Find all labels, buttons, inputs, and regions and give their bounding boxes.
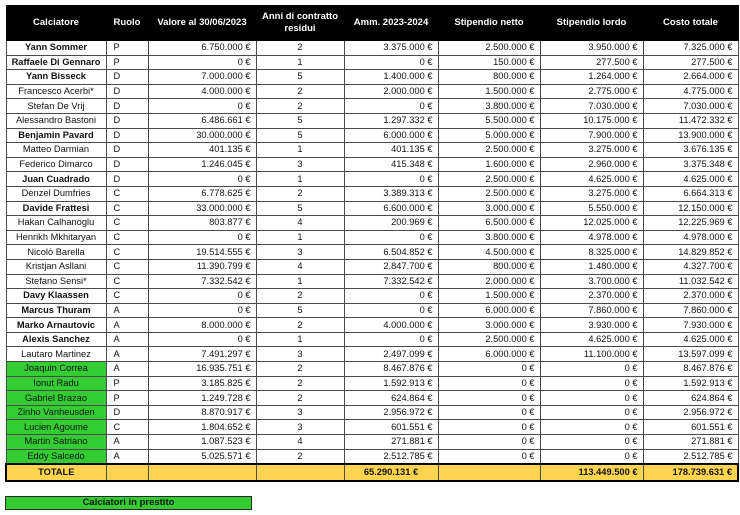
player-costo-totale: 4.978.000 €: [643, 230, 738, 245]
player-costo-totale: 624.864 €: [643, 391, 738, 406]
player-role: D: [106, 143, 148, 158]
player-name: Denzel Dumfries: [6, 186, 106, 201]
player-stipendio-netto: 0 €: [438, 405, 540, 420]
player-stipendio-netto: 0 €: [438, 449, 540, 464]
player-role: C: [106, 274, 148, 289]
totals-empty-cell: [438, 464, 540, 481]
player-stipendio-lordo: 0 €: [540, 449, 643, 464]
player-amm: 1.297.332 €: [344, 113, 438, 128]
player-costo-totale: 7.860.000 €: [643, 303, 738, 318]
player-role: A: [106, 362, 148, 377]
table-row: [6, 449, 738, 464]
totals-label: TOTALE: [6, 464, 106, 481]
player-amm: 1.400.000 €: [344, 70, 438, 85]
table-row: [6, 201, 738, 216]
player-stipendio-lordo: 8.325.000 €: [540, 245, 643, 260]
player-costo-totale: 2.956.972 €: [643, 405, 738, 420]
player-years: 1: [256, 172, 344, 187]
table-row: [6, 303, 738, 318]
player-stipendio-netto: 2.000.000 €: [438, 274, 540, 289]
player-name: Nicolò Barella: [6, 245, 106, 260]
players-table: [5, 5, 739, 482]
player-stipendio-netto: 5.000.000 €: [438, 128, 540, 143]
player-years: 1: [256, 143, 344, 158]
player-stipendio-lordo: 0 €: [540, 420, 643, 435]
player-amm: 4.000.000 €: [344, 318, 438, 333]
player-costo-totale: 14.829.852 €: [643, 245, 738, 260]
player-stipendio-netto: 0 €: [438, 362, 540, 377]
player-value: 1.087.523 €: [148, 435, 256, 450]
player-amm: 0 €: [344, 332, 438, 347]
player-stipendio-lordo: 4.625.000 €: [540, 172, 643, 187]
player-value: 6.486.661 €: [148, 113, 256, 128]
player-name: Henrikh Mkhitaryan: [6, 230, 106, 245]
player-name: Yann Bisseck: [6, 70, 106, 85]
table-row: [6, 70, 738, 85]
player-name: Joaquin Correa: [6, 362, 106, 377]
header-stipendio-lordo: Stipendio lordo: [540, 6, 643, 41]
player-role: C: [106, 216, 148, 231]
player-costo-totale: 7.030.000 €: [643, 99, 738, 114]
player-name: Marcus Thuram: [6, 303, 106, 318]
table-row: [6, 128, 738, 143]
loan-legend: [5, 496, 252, 510]
table-row: [6, 186, 738, 201]
player-name: Yann Sommer: [6, 41, 106, 56]
player-name: Ionut Radu: [6, 376, 106, 391]
player-stipendio-netto: 6.000.000 €: [438, 303, 540, 318]
player-costo-totale: 277.500 €: [643, 55, 738, 70]
player-stipendio-netto: 3.000.000 €: [438, 201, 540, 216]
player-stipendio-netto: 2.500.000 €: [438, 41, 540, 56]
player-value: 19.514.555 €: [148, 245, 256, 260]
player-role: C: [106, 259, 148, 274]
player-stipendio-lordo: 0 €: [540, 435, 643, 450]
player-costo-totale: 2.512.785 €: [643, 449, 738, 464]
player-value: 30.000.000 €: [148, 128, 256, 143]
player-years: 2: [256, 376, 344, 391]
player-years: 2: [256, 391, 344, 406]
player-role: A: [106, 435, 148, 450]
player-stipendio-lordo: 4.625.000 €: [540, 332, 643, 347]
player-costo-totale: 12.225.969 €: [643, 216, 738, 231]
player-years: 1: [256, 332, 344, 347]
player-name: Matteo Darmian: [6, 143, 106, 158]
player-costo-totale: 3.676.135 €: [643, 143, 738, 158]
header-stipendio-netto: Stipendio netto: [438, 6, 540, 41]
player-stipendio-lordo: 12.025.000 €: [540, 216, 643, 231]
player-years: 2: [256, 99, 344, 114]
player-stipendio-lordo: 3.275.000 €: [540, 186, 643, 201]
player-name: Benjamin Pavard: [6, 128, 106, 143]
player-role: A: [106, 347, 148, 362]
player-stipendio-netto: 800.000 €: [438, 259, 540, 274]
table-row: [6, 376, 738, 391]
player-amm: 0 €: [344, 303, 438, 318]
player-years: 2: [256, 362, 344, 377]
player-role: C: [106, 420, 148, 435]
player-stipendio-netto: 1.600.000 €: [438, 157, 540, 172]
player-stipendio-lordo: 0 €: [540, 391, 643, 406]
player-costo-totale: 601.551 €: [643, 420, 738, 435]
player-costo-totale: 4.625.000 €: [643, 172, 738, 187]
player-stipendio-lordo: 3.700.000 €: [540, 274, 643, 289]
player-value: 8.000.000 €: [148, 318, 256, 333]
player-stipendio-lordo: 0 €: [540, 362, 643, 377]
header-costo-totale: Costo totale: [643, 6, 738, 41]
player-value: 7.491.297 €: [148, 347, 256, 362]
player-name: Kristjan Asllani: [6, 259, 106, 274]
player-name: Davy Klaassen: [6, 289, 106, 304]
table-row: [6, 143, 738, 158]
player-stipendio-lordo: 1.480.000 €: [540, 259, 643, 274]
player-role: D: [106, 405, 148, 420]
player-years: 2: [256, 318, 344, 333]
table-row: [6, 99, 738, 114]
player-role: P: [106, 41, 148, 56]
player-stipendio-netto: 3.800.000 €: [438, 99, 540, 114]
header-anni: Anni di contratto residui: [256, 6, 344, 41]
player-value: 0 €: [148, 303, 256, 318]
player-stipendio-lordo: 3.275.000 €: [540, 143, 643, 158]
table-row: [6, 318, 738, 333]
player-stipendio-netto: 3.800.000 €: [438, 230, 540, 245]
player-stipendio-lordo: 3.930.000 €: [540, 318, 643, 333]
player-name: Gabriel Brazao: [6, 391, 106, 406]
player-name: Raffaele Di Gennaro: [6, 55, 106, 70]
player-value: 803.877 €: [148, 216, 256, 231]
player-years: 2: [256, 186, 344, 201]
player-years: 3: [256, 405, 344, 420]
player-costo-totale: 11.472.332 €: [643, 113, 738, 128]
player-value: 0 €: [148, 332, 256, 347]
player-costo-totale: 1.592.913 €: [643, 376, 738, 391]
player-stipendio-netto: 2.500.000 €: [438, 332, 540, 347]
player-years: 2: [256, 41, 344, 56]
player-costo-totale: 8.467.876 €: [643, 362, 738, 377]
player-stipendio-netto: 3.000.000 €: [438, 318, 540, 333]
player-years: 5: [256, 201, 344, 216]
player-costo-totale: 7.930.000 €: [643, 318, 738, 333]
player-role: C: [106, 289, 148, 304]
player-costo-totale: 6.664.313 €: [643, 186, 738, 201]
player-rows: [6, 41, 738, 465]
table-row: [6, 230, 738, 245]
player-name: Lucien Agoume: [6, 420, 106, 435]
player-amm: 6.600.000 €: [344, 201, 438, 216]
table-row: [6, 113, 738, 128]
table-row: [6, 274, 738, 289]
player-years: 3: [256, 157, 344, 172]
player-amm: 6.504.852 €: [344, 245, 438, 260]
player-costo-totale: 4.775.000 €: [643, 84, 738, 99]
player-role: A: [106, 303, 148, 318]
player-value: 4.000.000 €: [148, 84, 256, 99]
player-amm: 6.000.000 €: [344, 128, 438, 143]
player-amm: 415.348 €: [344, 157, 438, 172]
table-row: [6, 245, 738, 260]
player-stipendio-netto: 0 €: [438, 376, 540, 391]
header-calciatore: Calciatore: [6, 6, 106, 41]
totals-costo: 178.739.631 €: [643, 464, 738, 481]
player-stipendio-netto: 0 €: [438, 435, 540, 450]
player-costo-totale: 271.881 €: [643, 435, 738, 450]
totals-empty-cell: [256, 464, 344, 481]
player-years: 2: [256, 289, 344, 304]
player-years: 1: [256, 230, 344, 245]
player-amm: 2.847.700 €: [344, 259, 438, 274]
player-role: D: [106, 70, 148, 85]
player-amm: 0 €: [344, 55, 438, 70]
player-role: D: [106, 128, 148, 143]
player-years: 1: [256, 55, 344, 70]
player-stipendio-netto: 1.500.000 €: [438, 289, 540, 304]
player-years: 3: [256, 420, 344, 435]
player-years: 1: [256, 274, 344, 289]
player-stipendio-lordo: 2.370.000 €: [540, 289, 643, 304]
player-value: 6.750.000 €: [148, 41, 256, 56]
player-name: Lautaro Martinez: [6, 347, 106, 362]
player-amm: 0 €: [344, 172, 438, 187]
player-amm: 624.864 €: [344, 391, 438, 406]
player-name: Juan Cuadrado: [6, 172, 106, 187]
player-role: D: [106, 172, 148, 187]
player-name: Alessandro Bastoni: [6, 113, 106, 128]
player-stipendio-lordo: 5.550.000 €: [540, 201, 643, 216]
player-years: 4: [256, 216, 344, 231]
player-stipendio-netto: 5.500.000 €: [438, 113, 540, 128]
player-role: D: [106, 157, 148, 172]
player-role: A: [106, 332, 148, 347]
player-costo-totale: 2.370.000 €: [643, 289, 738, 304]
header-row: [6, 6, 738, 41]
player-value: 0 €: [148, 55, 256, 70]
player-value: 11.390.799 €: [148, 259, 256, 274]
player-role: A: [106, 449, 148, 464]
player-stipendio-netto: 0 €: [438, 420, 540, 435]
player-role: P: [106, 391, 148, 406]
player-name: Alexis Sanchez: [6, 332, 106, 347]
header-ammortamento: Amm. 2023-2024: [344, 6, 438, 41]
player-years: 2: [256, 84, 344, 99]
player-value: 33.000.000 €: [148, 201, 256, 216]
player-amm: 8.467.876 €: [344, 362, 438, 377]
player-value: 5.025.571 €: [148, 449, 256, 464]
table-row: [6, 362, 738, 377]
player-amm: 271.881 €: [344, 435, 438, 450]
player-name: Stefan De Vrij: [6, 99, 106, 114]
player-amm: 7.332.542 €: [344, 274, 438, 289]
player-role: P: [106, 376, 148, 391]
player-years: 4: [256, 435, 344, 450]
player-value: 0 €: [148, 99, 256, 114]
player-value: 3.185.825 €: [148, 376, 256, 391]
player-value: 0 €: [148, 172, 256, 187]
player-stipendio-lordo: 10.175.000 €: [540, 113, 643, 128]
header-valore: Valore al 30/06/2023: [148, 6, 256, 41]
player-stipendio-netto: 6.500.000 €: [438, 216, 540, 231]
player-stipendio-netto: 2.500.000 €: [438, 143, 540, 158]
player-stipendio-lordo: 2.775.000 €: [540, 84, 643, 99]
player-stipendio-lordo: 7.030.000 €: [540, 99, 643, 114]
player-name: Stefano Sensi*: [6, 274, 106, 289]
player-amm: 401.135 €: [344, 143, 438, 158]
player-role: D: [106, 99, 148, 114]
player-stipendio-lordo: 0 €: [540, 405, 643, 420]
player-years: 5: [256, 70, 344, 85]
player-stipendio-netto: 4.500.000 €: [438, 245, 540, 260]
player-costo-totale: 4.625.000 €: [643, 332, 738, 347]
player-costo-totale: 7.325.000 €: [643, 41, 738, 56]
player-name: Eddy Salcedo: [6, 449, 106, 464]
table-row: [6, 332, 738, 347]
player-value: 7.000.000 €: [148, 70, 256, 85]
table-row: [6, 55, 738, 70]
player-value: 6.778.625 €: [148, 186, 256, 201]
totals-lordo: 113.449.500 €: [540, 464, 643, 481]
player-years: 4: [256, 259, 344, 274]
player-amm: 200.969 €: [344, 216, 438, 231]
table-row: [6, 391, 738, 406]
player-stipendio-lordo: 11.100.000 €: [540, 347, 643, 362]
table-row: [6, 84, 738, 99]
player-stipendio-netto: 2.500.000 €: [438, 172, 540, 187]
player-amm: 2.000.000 €: [344, 84, 438, 99]
player-role: C: [106, 230, 148, 245]
player-costo-totale: 13.597.099 €: [643, 347, 738, 362]
player-value: 0 €: [148, 289, 256, 304]
player-amm: 2.512.785 €: [344, 449, 438, 464]
player-stipendio-lordo: 0 €: [540, 376, 643, 391]
player-name: Marko Arnautovic: [6, 318, 106, 333]
player-stipendio-lordo: 2.960.000 €: [540, 157, 643, 172]
player-name: Martin Satriano: [6, 435, 106, 450]
player-stipendio-netto: 2.500.000 €: [438, 186, 540, 201]
player-amm: 1.592.913 €: [344, 376, 438, 391]
player-stipendio-netto: 0 €: [438, 391, 540, 406]
player-amm: 601.551 €: [344, 420, 438, 435]
table-row: [6, 172, 738, 187]
player-stipendio-netto: 150.000 €: [438, 55, 540, 70]
table-row: [6, 405, 738, 420]
player-amm: 3.375.000 €: [344, 41, 438, 56]
player-stipendio-lordo: 3.950.000 €: [540, 41, 643, 56]
player-years: 5: [256, 128, 344, 143]
player-role: C: [106, 245, 148, 260]
table-row: [6, 420, 738, 435]
player-costo-totale: 3.375.348 €: [643, 157, 738, 172]
player-years: 3: [256, 245, 344, 260]
player-role: C: [106, 201, 148, 216]
player-years: 5: [256, 113, 344, 128]
player-role: D: [106, 113, 148, 128]
table-row: [6, 347, 738, 362]
player-costo-totale: 11.032.542 €: [643, 274, 738, 289]
player-amm: 0 €: [344, 99, 438, 114]
player-value: 1.804.652 €: [148, 420, 256, 435]
player-years: 3: [256, 347, 344, 362]
player-costo-totale: 2.664.000 €: [643, 70, 738, 85]
player-value: 16.935.751 €: [148, 362, 256, 377]
player-role: P: [106, 55, 148, 70]
player-value: 7.332.542 €: [148, 274, 256, 289]
totals-row: [6, 464, 738, 481]
totals-empty-cell: [148, 464, 256, 481]
player-value: 401.135 €: [148, 143, 256, 158]
player-costo-totale: 12.150.000 €: [643, 201, 738, 216]
player-years: 5: [256, 303, 344, 318]
player-role: C: [106, 186, 148, 201]
player-stipendio-netto: 1.500.000 €: [438, 84, 540, 99]
player-value: 1.249.728 €: [148, 391, 256, 406]
player-name: Zinho Vanheusden: [6, 405, 106, 420]
player-value: 8.870.917 €: [148, 405, 256, 420]
player-value: 0 €: [148, 230, 256, 245]
player-amm: 2.956.972 €: [344, 405, 438, 420]
player-role: D: [106, 84, 148, 99]
player-amm: 0 €: [344, 289, 438, 304]
player-costo-totale: 13.900.000 €: [643, 128, 738, 143]
player-stipendio-netto: 800.000 €: [438, 70, 540, 85]
player-stipendio-lordo: 277.500 €: [540, 55, 643, 70]
player-amm: 0 €: [344, 230, 438, 245]
player-stipendio-lordo: 7.860.000 €: [540, 303, 643, 318]
player-name: Federico Dimarco: [6, 157, 106, 172]
table-row: [6, 435, 738, 450]
table-row: [6, 216, 738, 231]
loan-legend-label: Calciatori in prestito: [82, 497, 175, 508]
table-row: [6, 289, 738, 304]
player-name: Hakan Calhanoglu: [6, 216, 106, 231]
totals-empty-cell: [106, 464, 148, 481]
table-row: [6, 41, 738, 56]
header-ruolo: Ruolo: [106, 6, 148, 41]
player-name: Francesco Acerbi*: [6, 84, 106, 99]
player-role: A: [106, 318, 148, 333]
player-stipendio-netto: 6.000.000 €: [438, 347, 540, 362]
player-value: 1.246.045 €: [148, 157, 256, 172]
player-costo-totale: 4.327.700 €: [643, 259, 738, 274]
table-row: [6, 259, 738, 274]
player-amm: 2.497.099 €: [344, 347, 438, 362]
totals-amm: 65.290.131 €: [344, 464, 438, 481]
player-stipendio-lordo: 7.900.000 €: [540, 128, 643, 143]
player-stipendio-lordo: 4.978.000 €: [540, 230, 643, 245]
player-name: Davide Frattesi: [6, 201, 106, 216]
player-years: 2: [256, 449, 344, 464]
table-row: [6, 157, 738, 172]
player-stipendio-lordo: 1.264.000 €: [540, 70, 643, 85]
player-amm: 3.389.313 €: [344, 186, 438, 201]
